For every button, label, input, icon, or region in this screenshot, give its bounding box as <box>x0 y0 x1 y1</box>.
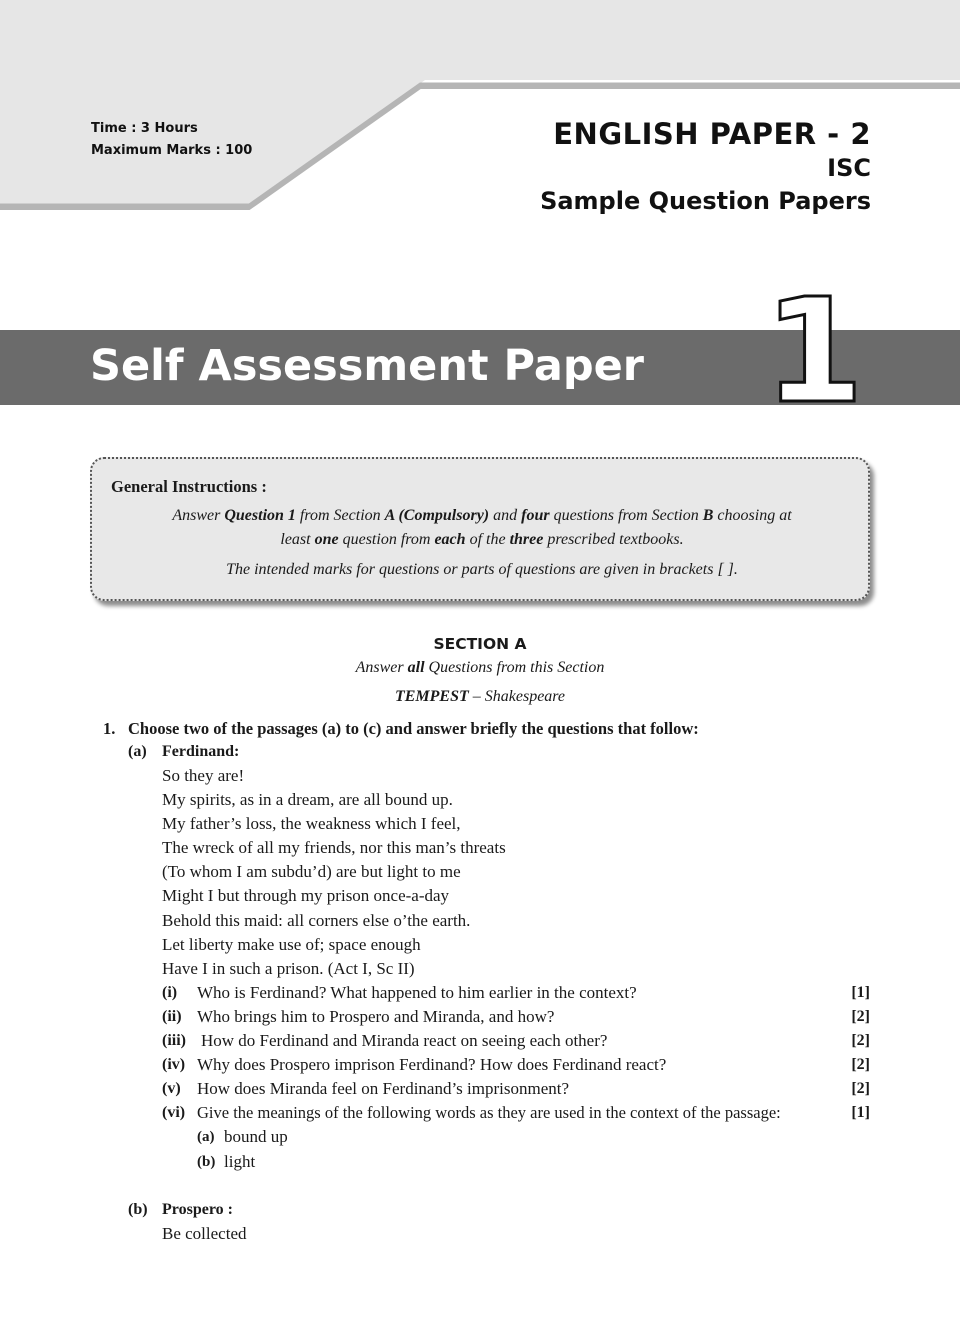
instr-text: Answer <box>172 507 225 524</box>
paper-titles <box>540 116 871 218</box>
subquestion-marks: [2] <box>851 1008 870 1025</box>
instr-text: prescribed textbooks. <box>543 531 684 548</box>
subquestion-text: How do Ferdinand and Miranda react on seeing each other? <box>201 1031 608 1050</box>
subquestion-marks: [2] <box>851 1080 870 1097</box>
passage-line: My father’s loss, the weakness which I feel, <box>162 814 461 833</box>
paper-subtitle: Sample Question Papers <box>540 187 871 215</box>
section-title: SECTION A <box>433 635 527 653</box>
instruction-line-2 <box>92 531 872 549</box>
passage-line: So they are! <box>162 766 245 785</box>
subquestion-text: Who is Ferdinand? What happened to him earlier in the context? <box>197 983 637 1002</box>
instr-text: questions from Section <box>549 507 703 524</box>
passage-line: Have I in such a prison. (Act I, Sc II) <box>162 959 415 978</box>
subquestion-label: (iii) <box>162 1032 186 1049</box>
subtitle-text: Answer <box>355 659 408 676</box>
board-name: ISC <box>827 154 871 182</box>
instruction-line-1 <box>92 507 872 525</box>
word-label: (b) <box>197 1154 216 1170</box>
part-a-speaker: Ferdinand: <box>162 743 240 760</box>
instr-emphasis: B <box>702 507 714 524</box>
subquestion-marks: [2] <box>851 1032 870 1049</box>
part-b-speaker: Prospero : <box>162 1201 233 1218</box>
instr-text: question from <box>338 531 435 548</box>
passage-line: (To whom I am subdu’d) are but light to me <box>162 862 461 881</box>
book-title: TEMPEST <box>394 688 469 705</box>
subquestion-label: (i) <box>162 984 178 1001</box>
instr-emphasis: four <box>521 507 550 524</box>
passage-line: Might I but through my prison once-a-day <box>162 886 450 905</box>
subquestion-marks: [1] <box>851 984 870 1001</box>
subtitle-emphasis: all <box>407 659 425 676</box>
instr-text: least <box>280 531 315 548</box>
instr-emphasis: each <box>434 531 466 548</box>
banner-title: Self Assessment Paper <box>90 341 645 391</box>
subquestion-text: Give the meanings of the following words as they are used in the context of the passage: <box>197 1103 781 1122</box>
section-subtitle <box>0 659 960 677</box>
exam-time: Time : 3 Hours <box>91 121 198 136</box>
question-number: 1. <box>103 719 116 738</box>
word-label: (a) <box>197 1129 215 1145</box>
part-b-label: (b) <box>128 1201 148 1218</box>
subquestion-label: (iv) <box>162 1056 186 1073</box>
instr-text: choosing at <box>713 507 792 524</box>
instr-emphasis: A (Compulsory) <box>384 507 490 524</box>
subtitle-text: Questions from this Section <box>424 659 605 676</box>
instr-emphasis: one <box>314 531 339 548</box>
passage-line: The wreck of all my friends, nor this man’s threats <box>162 838 506 857</box>
instr-text: of the <box>465 531 510 548</box>
word-text: bound up <box>224 1127 288 1146</box>
subquestion-marks: [1] <box>851 1104 870 1121</box>
part-a-label: (a) <box>128 743 147 760</box>
subquestion-label: (v) <box>162 1080 181 1097</box>
paper-number: 1 <box>763 267 864 435</box>
subquestion-marks: [2] <box>851 1056 870 1073</box>
subquestion-text: How does Miranda feel on Ferdinand’s imprisonment? <box>197 1079 570 1098</box>
passage-line: Let liberty make use of; space enough <box>162 935 421 954</box>
subquestion-label: (vi) <box>162 1104 186 1121</box>
subquestion-label: (ii) <box>162 1008 182 1025</box>
passage-line: My spirits, as in a dream, are all bound up. <box>162 790 453 809</box>
instructions-heading: General Instructions : <box>111 477 267 496</box>
subquestion-text: Who brings him to Prospero and Miranda, and how? <box>197 1007 555 1026</box>
word-text: light <box>224 1152 256 1171</box>
instructions-box <box>90 457 870 601</box>
instr-emphasis: Question 1 <box>224 507 296 524</box>
passage-line: Be collected <box>162 1224 247 1243</box>
instruction-line-3: The intended marks for questions or parts of questions are given in brackets [ ]. <box>226 561 738 578</box>
instr-text: and <box>489 507 522 524</box>
instr-text: from Section <box>295 507 385 524</box>
instr-emphasis: three <box>509 531 544 548</box>
question-text: Choose two of the passages (a) to (c) and answer briefly the questions that follow: <box>128 719 699 738</box>
subquestion-text: Why does Prospero imprison Ferdinand? How does Ferdinand react? <box>197 1055 667 1074</box>
book-author: – Shakespeare <box>468 688 566 705</box>
book-heading <box>0 688 960 706</box>
exam-meta <box>91 118 252 162</box>
passage-line: Behold this maid: all corners else o’the earth. <box>162 911 471 930</box>
exam-max-marks: Maximum Marks : 100 <box>91 143 253 158</box>
paper-title: ENGLISH PAPER - 2 <box>553 117 871 151</box>
